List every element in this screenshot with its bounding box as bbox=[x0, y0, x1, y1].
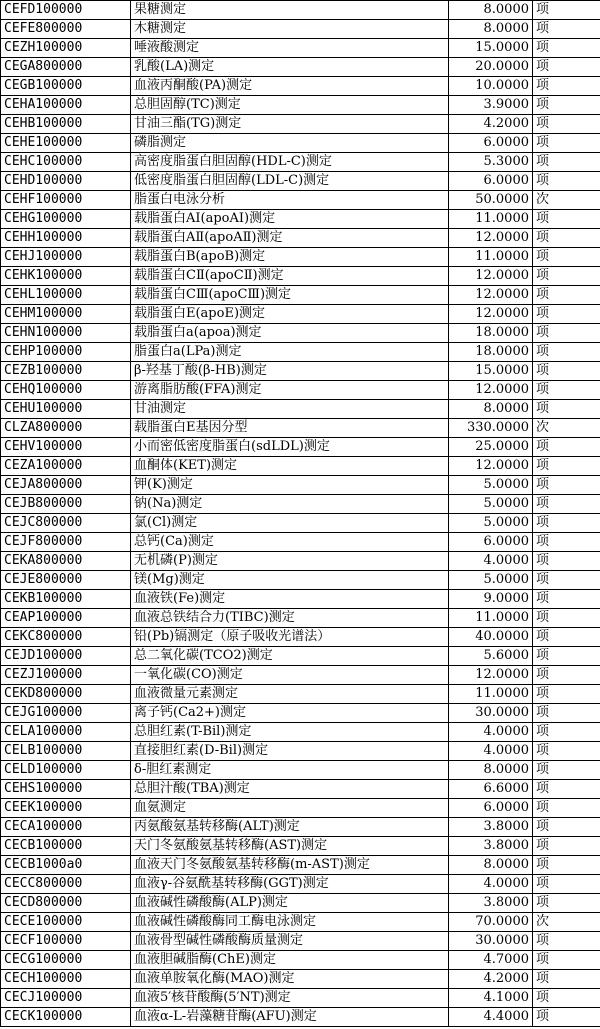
table-row bbox=[1, 837, 600, 856]
item-unit-cell: 项 bbox=[533, 362, 600, 381]
table-row bbox=[1, 571, 600, 590]
item-unit-cell: 项 bbox=[533, 77, 600, 96]
table-row bbox=[1, 96, 600, 115]
item-price-cell: 11.0000 bbox=[449, 609, 533, 628]
item-unit-cell: 项 bbox=[533, 932, 600, 951]
item-code-cell: CEHN100000 bbox=[1, 324, 131, 343]
item-code-cell: CELB100000 bbox=[1, 742, 131, 761]
item-name-cell: 血酮体(KET)测定 bbox=[131, 457, 449, 476]
item-price-cell: 5.0000 bbox=[449, 476, 533, 495]
item-unit-cell: 项 bbox=[533, 286, 600, 305]
item-name-cell: 甘油测定 bbox=[131, 400, 449, 419]
item-code-cell: CECC800000 bbox=[1, 875, 131, 894]
table-row bbox=[1, 723, 600, 742]
item-name-cell: 一氧化碳(CO)测定 bbox=[131, 666, 449, 685]
item-price-cell: 15.0000 bbox=[449, 39, 533, 58]
item-unit-cell: 项 bbox=[533, 704, 600, 723]
item-price-cell: 6.0000 bbox=[449, 134, 533, 153]
item-name-cell: 血液碱性磷酸酶同工酶电泳测定 bbox=[131, 913, 449, 932]
table-row bbox=[1, 267, 600, 286]
item-unit-cell: 项 bbox=[533, 381, 600, 400]
item-code-cell: CEHU100000 bbox=[1, 400, 131, 419]
item-name-cell: 血液5′核苷酸酶(5′NT)测定 bbox=[131, 989, 449, 1008]
item-price-cell: 4.0000 bbox=[449, 723, 533, 742]
item-price-cell: 12.0000 bbox=[449, 305, 533, 324]
table-row bbox=[1, 590, 600, 609]
table-row bbox=[1, 761, 600, 780]
item-name-cell: 离子钙(Ca2+)测定 bbox=[131, 704, 449, 723]
item-name-cell: 游离脂肪酸(FFA)测定 bbox=[131, 381, 449, 400]
table-row bbox=[1, 419, 600, 438]
item-unit-cell: 项 bbox=[533, 495, 600, 514]
item-code-cell: CEHQ100000 bbox=[1, 381, 131, 400]
item-unit-cell: 项 bbox=[533, 875, 600, 894]
item-name-cell: 果糖测定 bbox=[131, 1, 449, 20]
item-name-cell: 血液铁(Fe)测定 bbox=[131, 590, 449, 609]
item-code-cell: CEGB100000 bbox=[1, 77, 131, 96]
item-code-cell: CEZB100000 bbox=[1, 362, 131, 381]
item-code-cell: CECJ100000 bbox=[1, 989, 131, 1008]
item-price-cell: 50.0000 bbox=[449, 191, 533, 210]
item-name-cell: 载脂蛋白B(apoB)测定 bbox=[131, 248, 449, 267]
item-unit-cell: 项 bbox=[533, 400, 600, 419]
item-unit-cell: 项 bbox=[533, 248, 600, 267]
item-code-cell: CEHS100000 bbox=[1, 780, 131, 799]
table-row bbox=[1, 894, 600, 913]
item-code-cell: CEHB100000 bbox=[1, 115, 131, 134]
table-row bbox=[1, 381, 600, 400]
table-row bbox=[1, 1008, 600, 1027]
table-row bbox=[1, 913, 600, 932]
item-code-cell: CEZA100000 bbox=[1, 457, 131, 476]
item-code-cell: CECE100000 bbox=[1, 913, 131, 932]
table-row bbox=[1, 685, 600, 704]
item-unit-cell: 项 bbox=[533, 590, 600, 609]
item-code-cell: CELD100000 bbox=[1, 761, 131, 780]
item-unit-cell: 项 bbox=[533, 609, 600, 628]
item-code-cell: CEEK100000 bbox=[1, 799, 131, 818]
item-name-cell: 血液胆碱脂酶(ChE)测定 bbox=[131, 951, 449, 970]
item-price-cell: 4.2000 bbox=[449, 115, 533, 134]
item-code-cell: CELA100000 bbox=[1, 723, 131, 742]
item-price-cell: 5.0000 bbox=[449, 514, 533, 533]
item-name-cell: 乳酸(LA)测定 bbox=[131, 58, 449, 77]
table-row bbox=[1, 153, 600, 172]
item-code-cell: CEHE100000 bbox=[1, 134, 131, 153]
item-name-cell: 总胆红素(T-Bil)测定 bbox=[131, 723, 449, 742]
item-price-cell: 5.0000 bbox=[449, 571, 533, 590]
item-name-cell: 血液单胺氧化酶(MAO)测定 bbox=[131, 970, 449, 989]
item-name-cell: 载脂蛋白CⅢ(apoCⅢ)测定 bbox=[131, 286, 449, 305]
table-row bbox=[1, 400, 600, 419]
table-row bbox=[1, 286, 600, 305]
item-code-cell: CLZA800000 bbox=[1, 419, 131, 438]
item-unit-cell: 项 bbox=[533, 324, 600, 343]
item-name-cell: 血液丙酮酸(PA)测定 bbox=[131, 77, 449, 96]
item-code-cell: CEFD100000 bbox=[1, 1, 131, 20]
item-price-cell: 8.0000 bbox=[449, 761, 533, 780]
item-code-cell: CEHA100000 bbox=[1, 96, 131, 115]
item-price-cell: 12.0000 bbox=[449, 286, 533, 305]
item-price-cell: 3.8000 bbox=[449, 818, 533, 837]
item-unit-cell: 项 bbox=[533, 305, 600, 324]
item-unit-cell: 项 bbox=[533, 58, 600, 77]
table-row bbox=[1, 495, 600, 514]
item-code-cell: CEHC100000 bbox=[1, 153, 131, 172]
item-name-cell: 血液碱性磷酸酶(ALP)测定 bbox=[131, 894, 449, 913]
item-code-cell: CECA100000 bbox=[1, 818, 131, 837]
item-code-cell: CEHD100000 bbox=[1, 172, 131, 191]
table-row bbox=[1, 666, 600, 685]
item-price-cell: 12.0000 bbox=[449, 457, 533, 476]
item-unit-cell: 项 bbox=[533, 628, 600, 647]
item-name-cell: 血液天门冬氨酸氨基转移酶(m-AST)测定 bbox=[131, 856, 449, 875]
item-code-cell: CEHP100000 bbox=[1, 343, 131, 362]
item-price-cell: 10.0000 bbox=[449, 77, 533, 96]
item-name-cell: 钾(K)测定 bbox=[131, 476, 449, 495]
item-price-cell: 30.0000 bbox=[449, 932, 533, 951]
item-code-cell: CEHV100000 bbox=[1, 438, 131, 457]
item-unit-cell: 项 bbox=[533, 172, 600, 191]
item-name-cell: 天门冬氨酸氨基转移酶(AST)测定 bbox=[131, 837, 449, 856]
item-code-cell: CEZJ100000 bbox=[1, 666, 131, 685]
item-unit-cell: 项 bbox=[533, 647, 600, 666]
item-unit-cell: 项 bbox=[533, 533, 600, 552]
item-name-cell: 低密度脂蛋白胆固醇(LDL-C)测定 bbox=[131, 172, 449, 191]
item-name-cell: 高密度脂蛋白胆固醇(HDL-C)测定 bbox=[131, 153, 449, 172]
table-row bbox=[1, 476, 600, 495]
item-price-cell: 4.2000 bbox=[449, 970, 533, 989]
item-price-cell: 25.0000 bbox=[449, 438, 533, 457]
item-name-cell: 直接胆红素(D-Bil)测定 bbox=[131, 742, 449, 761]
item-unit-cell: 项 bbox=[533, 438, 600, 457]
item-price-cell: 12.0000 bbox=[449, 267, 533, 286]
item-price-cell: 9.0000 bbox=[449, 590, 533, 609]
item-price-cell: 3.8000 bbox=[449, 894, 533, 913]
item-unit-cell: 项 bbox=[533, 20, 600, 39]
item-unit-cell: 项 bbox=[533, 780, 600, 799]
table-row bbox=[1, 514, 600, 533]
item-price-cell: 5.6000 bbox=[449, 647, 533, 666]
item-unit-cell: 项 bbox=[533, 1, 600, 20]
table-row bbox=[1, 362, 600, 381]
item-unit-cell: 项 bbox=[533, 552, 600, 571]
item-name-cell: 无机磷(P)测定 bbox=[131, 552, 449, 571]
table-row bbox=[1, 704, 600, 723]
item-unit-cell: 项 bbox=[533, 115, 600, 134]
table-row bbox=[1, 39, 600, 58]
item-unit-cell: 项 bbox=[533, 837, 600, 856]
item-unit-cell: 项 bbox=[533, 723, 600, 742]
item-name-cell: β-羟基丁酸(β-HB)测定 bbox=[131, 362, 449, 381]
item-price-cell: 12.0000 bbox=[449, 666, 533, 685]
table-row bbox=[1, 818, 600, 837]
item-unit-cell: 项 bbox=[533, 96, 600, 115]
table-row bbox=[1, 533, 600, 552]
item-price-cell: 11.0000 bbox=[449, 248, 533, 267]
item-name-cell: δ-胆红素测定 bbox=[131, 761, 449, 780]
table-row bbox=[1, 438, 600, 457]
item-unit-cell: 项 bbox=[533, 951, 600, 970]
item-name-cell: 小而密低密度脂蛋白(sdLDL)测定 bbox=[131, 438, 449, 457]
item-unit-cell: 次 bbox=[533, 913, 600, 932]
item-code-cell: CECD800000 bbox=[1, 894, 131, 913]
item-unit-cell: 项 bbox=[533, 229, 600, 248]
item-price-cell: 11.0000 bbox=[449, 685, 533, 704]
item-name-cell: 总胆汁酸(TBA)测定 bbox=[131, 780, 449, 799]
item-price-cell: 6.6000 bbox=[449, 780, 533, 799]
item-code-cell: CEZH100000 bbox=[1, 39, 131, 58]
item-price-cell: 8.0000 bbox=[449, 856, 533, 875]
item-unit-cell: 项 bbox=[533, 476, 600, 495]
table-row bbox=[1, 951, 600, 970]
item-price-cell: 11.0000 bbox=[449, 210, 533, 229]
item-name-cell: 总二氧化碳(TCO2)测定 bbox=[131, 647, 449, 666]
table-row bbox=[1, 742, 600, 761]
table-row bbox=[1, 20, 600, 39]
item-code-cell: CEHH100000 bbox=[1, 229, 131, 248]
item-price-cell: 4.0000 bbox=[449, 875, 533, 894]
item-price-cell: 4.0000 bbox=[449, 552, 533, 571]
table-row bbox=[1, 210, 600, 229]
item-name-cell: 血液总铁结合力(TIBC)测定 bbox=[131, 609, 449, 628]
item-name-cell: 血液γ-谷氨酰基转移酶(GGT)测定 bbox=[131, 875, 449, 894]
item-unit-cell: 项 bbox=[533, 818, 600, 837]
item-price-cell: 15.0000 bbox=[449, 362, 533, 381]
item-name-cell: 血氨测定 bbox=[131, 799, 449, 818]
table-row bbox=[1, 115, 600, 134]
item-unit-cell: 项 bbox=[533, 457, 600, 476]
item-code-cell: CEHL100000 bbox=[1, 286, 131, 305]
table-row bbox=[1, 989, 600, 1008]
item-code-cell: CECB100000 bbox=[1, 837, 131, 856]
item-name-cell: 丙氨酸氨基转移酶(ALT)测定 bbox=[131, 818, 449, 837]
item-code-cell: CEJF800000 bbox=[1, 533, 131, 552]
item-price-cell: 70.0000 bbox=[449, 913, 533, 932]
item-unit-cell: 项 bbox=[533, 799, 600, 818]
item-unit-cell: 项 bbox=[533, 761, 600, 780]
item-price-cell: 4.1000 bbox=[449, 989, 533, 1008]
item-price-cell: 8.0000 bbox=[449, 400, 533, 419]
table-body bbox=[1, 1, 600, 1027]
table-row bbox=[1, 343, 600, 362]
table-row bbox=[1, 77, 600, 96]
item-code-cell: CEJA800000 bbox=[1, 476, 131, 495]
item-price-cell: 4.0000 bbox=[449, 742, 533, 761]
table-row bbox=[1, 856, 600, 875]
item-code-cell: CEGA800000 bbox=[1, 58, 131, 77]
item-name-cell: 载脂蛋白AⅠ(apoAⅠ)测定 bbox=[131, 210, 449, 229]
item-name-cell: 总钙(Ca)测定 bbox=[131, 533, 449, 552]
item-unit-cell: 项 bbox=[533, 571, 600, 590]
item-unit-cell: 次 bbox=[533, 191, 600, 210]
item-price-cell: 5.3000 bbox=[449, 153, 533, 172]
item-price-cell: 6.0000 bbox=[449, 172, 533, 191]
item-name-cell: 载脂蛋白CⅡ(apoCⅡ)测定 bbox=[131, 267, 449, 286]
item-price-cell: 5.0000 bbox=[449, 495, 533, 514]
item-name-cell: 磷脂测定 bbox=[131, 134, 449, 153]
table-row bbox=[1, 799, 600, 818]
item-code-cell: CEJD100000 bbox=[1, 647, 131, 666]
item-unit-cell: 项 bbox=[533, 267, 600, 286]
item-name-cell: 唾液酸测定 bbox=[131, 39, 449, 58]
item-price-cell: 3.8000 bbox=[449, 837, 533, 856]
item-code-cell: CEFE800000 bbox=[1, 20, 131, 39]
item-name-cell: 钠(Na)测定 bbox=[131, 495, 449, 514]
item-name-cell: 铅(Pb)镉测定（原子吸收光谱法） bbox=[131, 628, 449, 647]
table-row bbox=[1, 780, 600, 799]
item-price-cell: 12.0000 bbox=[449, 229, 533, 248]
item-code-cell: CEJG100000 bbox=[1, 704, 131, 723]
item-price-cell: 12.0000 bbox=[449, 381, 533, 400]
item-unit-cell: 项 bbox=[533, 894, 600, 913]
item-name-cell: 脂蛋白a(LPa)测定 bbox=[131, 343, 449, 362]
item-code-cell: CEHM100000 bbox=[1, 305, 131, 324]
item-code-cell: CEJB800000 bbox=[1, 495, 131, 514]
item-code-cell: CECG100000 bbox=[1, 951, 131, 970]
item-unit-cell: 项 bbox=[533, 989, 600, 1008]
table-row bbox=[1, 552, 600, 571]
item-name-cell: 载脂蛋白AⅡ(apoAⅡ)测定 bbox=[131, 229, 449, 248]
item-unit-cell: 项 bbox=[533, 666, 600, 685]
item-name-cell: 血液微量元素测定 bbox=[131, 685, 449, 704]
item-name-cell: 氯(Cl)测定 bbox=[131, 514, 449, 533]
item-code-cell: CEKC800000 bbox=[1, 628, 131, 647]
table-row bbox=[1, 609, 600, 628]
table-row bbox=[1, 191, 600, 210]
item-name-cell: 木糖测定 bbox=[131, 20, 449, 39]
item-code-cell: CECB1000a0 bbox=[1, 856, 131, 875]
item-name-cell: 载脂蛋白E基因分型 bbox=[131, 419, 449, 438]
item-price-cell: 4.4000 bbox=[449, 1008, 533, 1027]
item-name-cell: 镁(Mg)测定 bbox=[131, 571, 449, 590]
item-code-cell: CECH100000 bbox=[1, 970, 131, 989]
item-price-cell: 20.0000 bbox=[449, 58, 533, 77]
item-price-cell: 3.9000 bbox=[449, 96, 533, 115]
table-row bbox=[1, 647, 600, 666]
table-row bbox=[1, 628, 600, 647]
item-price-cell: 40.0000 bbox=[449, 628, 533, 647]
item-code-cell: CEKA800000 bbox=[1, 552, 131, 571]
item-unit-cell: 项 bbox=[533, 1008, 600, 1027]
item-unit-cell: 项 bbox=[533, 514, 600, 533]
item-code-cell: CEJC800000 bbox=[1, 514, 131, 533]
item-name-cell: 血液α-L-岩藻糖苷酶(AFU)测定 bbox=[131, 1008, 449, 1027]
item-name-cell: 血液骨型碱性磷酸酶质量测定 bbox=[131, 932, 449, 951]
table-row bbox=[1, 1, 600, 20]
table-row bbox=[1, 932, 600, 951]
item-price-cell: 8.0000 bbox=[449, 20, 533, 39]
item-code-cell: CEHF100000 bbox=[1, 191, 131, 210]
item-price-cell: 6.0000 bbox=[449, 799, 533, 818]
item-unit-cell: 项 bbox=[533, 970, 600, 989]
item-name-cell: 载脂蛋白E(apoE)测定 bbox=[131, 305, 449, 324]
table-row bbox=[1, 229, 600, 248]
table-row bbox=[1, 248, 600, 267]
table-row bbox=[1, 875, 600, 894]
item-unit-cell: 项 bbox=[533, 742, 600, 761]
table-row bbox=[1, 970, 600, 989]
item-code-cell: CEHK100000 bbox=[1, 267, 131, 286]
item-unit-cell: 项 bbox=[533, 39, 600, 58]
item-code-cell: CEKD800000 bbox=[1, 685, 131, 704]
item-code-cell: CEKB100000 bbox=[1, 590, 131, 609]
item-unit-cell: 项 bbox=[533, 134, 600, 153]
item-code-cell: CECF100000 bbox=[1, 932, 131, 951]
table-row bbox=[1, 172, 600, 191]
item-name-cell: 载脂蛋白a(apoa)测定 bbox=[131, 324, 449, 343]
table-row bbox=[1, 134, 600, 153]
table-row bbox=[1, 305, 600, 324]
table-row bbox=[1, 457, 600, 476]
item-name-cell: 甘油三酯(TG)测定 bbox=[131, 115, 449, 134]
item-code-cell: CEJE800000 bbox=[1, 571, 131, 590]
item-unit-cell: 项 bbox=[533, 856, 600, 875]
item-unit-cell: 项 bbox=[533, 210, 600, 229]
item-unit-cell: 次 bbox=[533, 419, 600, 438]
item-price-cell: 8.0000 bbox=[449, 1, 533, 20]
item-price-cell: 18.0000 bbox=[449, 324, 533, 343]
item-price-cell: 330.0000 bbox=[449, 419, 533, 438]
item-unit-cell: 项 bbox=[533, 343, 600, 362]
item-price-cell: 18.0000 bbox=[449, 343, 533, 362]
table-row bbox=[1, 58, 600, 77]
table-row bbox=[1, 324, 600, 343]
item-price-cell: 4.7000 bbox=[449, 951, 533, 970]
item-code-cell: CEAP100000 bbox=[1, 609, 131, 628]
item-name-cell: 脂蛋白电泳分析 bbox=[131, 191, 449, 210]
item-name-cell: 总胆固醇(TC)测定 bbox=[131, 96, 449, 115]
item-unit-cell: 项 bbox=[533, 685, 600, 704]
item-code-cell: CECK100000 bbox=[1, 1008, 131, 1027]
item-code-cell: CEHJ100000 bbox=[1, 248, 131, 267]
item-code-cell: CEHG100000 bbox=[1, 210, 131, 229]
item-unit-cell: 项 bbox=[533, 153, 600, 172]
item-price-cell: 6.0000 bbox=[449, 533, 533, 552]
item-price-cell: 30.0000 bbox=[449, 704, 533, 723]
